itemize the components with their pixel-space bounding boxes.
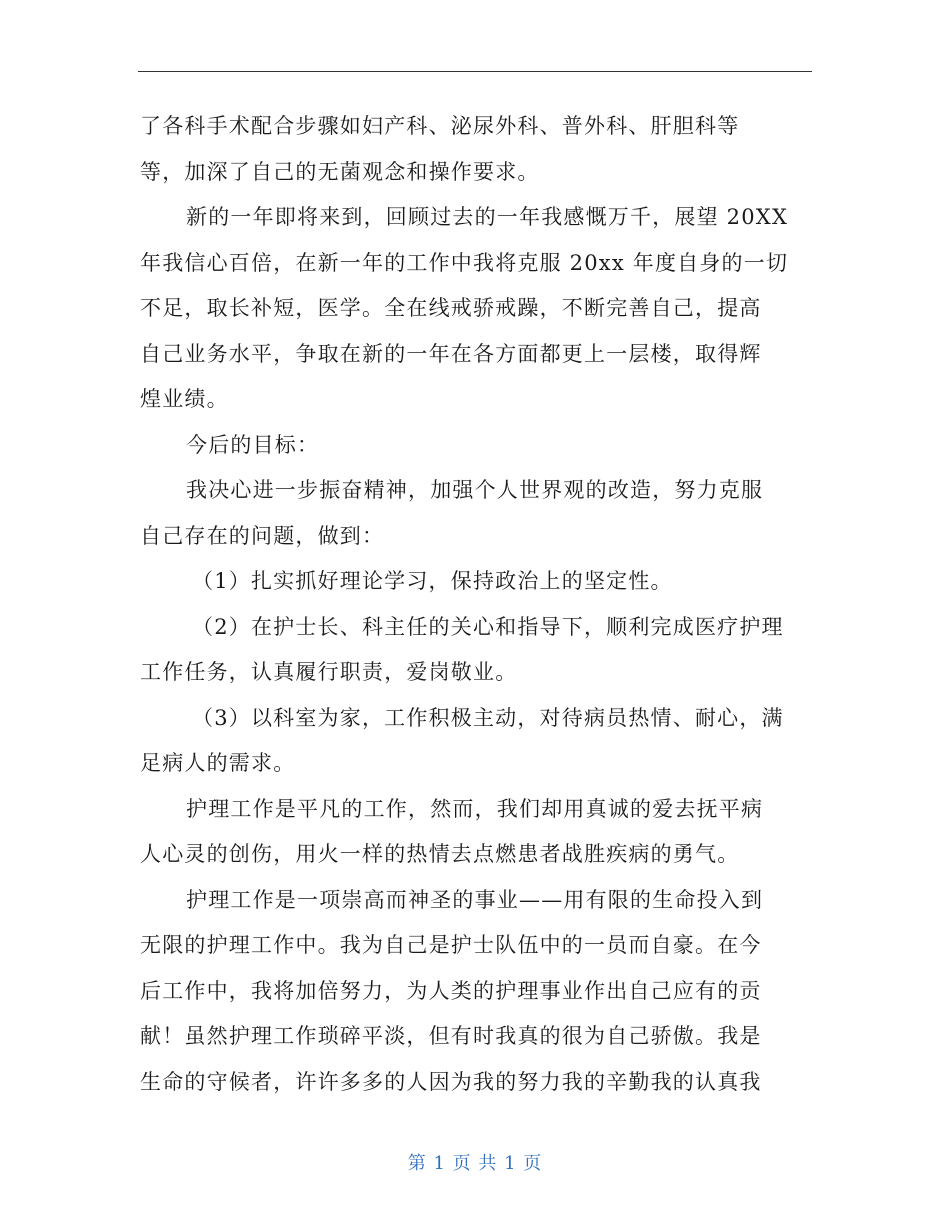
text-line: 工作任务，认真履行职责，爱岗敬业。 xyxy=(140,660,518,684)
page-number-footer: 第 1 页 共 1 页 xyxy=(407,1153,543,1174)
text-line: 护理工作是平凡的工作，然而，我们却用真诚的爱去抚平病 xyxy=(186,796,764,821)
list-item: （1）扎实抓好理论学习，保持政治上的坚定性。 xyxy=(192,569,673,593)
text-line: 了各科手术配合步骤如妇产科、泌尿外科、普外科、肝胆科等 xyxy=(140,114,740,138)
list-item: （2）在护士长、科主任的关心和指导下，顺利完成医疗护理 xyxy=(192,614,784,639)
text-line: 献！虽然护理工作琐碎平淡，但有时我真的很为自己骄傲。我是 xyxy=(140,1024,762,1048)
text-line: 年我信心百倍，在新一年的工作中我将克服 20xx 年度自身的一切 xyxy=(140,250,789,275)
text-line: 自己存在的问题，做到： xyxy=(140,523,385,548)
text-line: 新的一年即将来到，回顾过去的一年我感慨万千，展望 20XX xyxy=(186,205,789,229)
text-line: 后工作中，我将加倍努力，为人类的护理事业作出自己应有的贡 xyxy=(140,978,762,1003)
text-line: 生命的守候者，许许多多的人因为我的努力我的辛勤我的认真我 xyxy=(140,1069,762,1094)
text-line: 人心灵的创伤，用火一样的热情去点燃患者战胜疾病的勇气。 xyxy=(140,842,740,866)
header-rule xyxy=(138,71,812,72)
text-line: 不足，取长补短，医学。全在线戒骄戒躁，不断完善自己，提高 xyxy=(140,296,762,320)
document-body xyxy=(140,104,812,1105)
text-line: 煌业绩。 xyxy=(140,387,229,411)
section-heading: 今后的目标： xyxy=(186,432,320,457)
text-line: 自己业务水平，争取在新的一年在各方面都更上一层楼，取得辉 xyxy=(140,341,762,366)
text-line: 无限的护理工作中。我为自己是护士队伍中的一员而自豪。在今 xyxy=(140,933,762,957)
text-line: 足病人的需求。 xyxy=(140,751,296,775)
text-line: 护理工作是一项崇高而神圣的事业——用有限的生命投入到 xyxy=(186,887,764,912)
list-item: （3）以科室为家，工作积极主动，对待病员热情、耐心，满 xyxy=(192,705,784,730)
text-line: 等，加深了自己的无菌观念和操作要求。 xyxy=(140,159,540,184)
text-line: 我决心进一步振奋精神，加强个人世界观的改造，努力克服 xyxy=(186,478,764,502)
